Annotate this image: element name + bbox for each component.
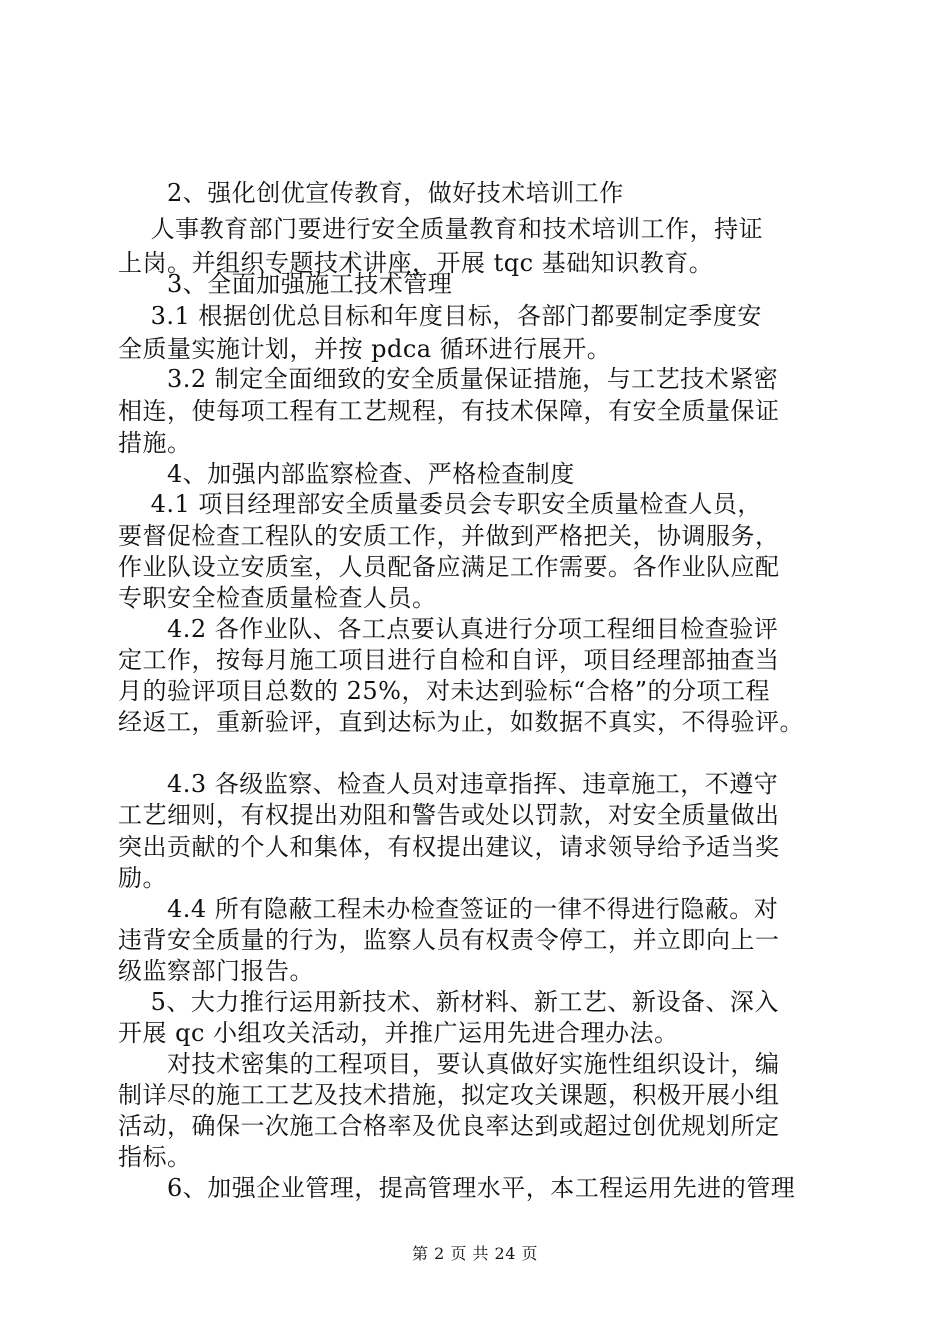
text-line: 工艺细则，有权提出劝阻和警告或处以罚款，对安全质量做出 bbox=[118, 801, 780, 829]
text-line: 人事教育部门要进行安全质量教育和技术培训工作，持证 bbox=[118, 215, 764, 243]
text-line: 要督促检查工程队的安质工作，并做到严格把关，协调服务， bbox=[118, 522, 780, 550]
text-line: 制详尽的施工工艺及技术措施，拟定攻关课题，积极开展小组 bbox=[118, 1081, 780, 1109]
text-line: 对技术密集的工程项目，要认真做好实施性组织设计，编 bbox=[118, 1050, 780, 1078]
text-line: 级监察部门报告。 bbox=[118, 957, 314, 985]
text-line: 4、加强内部监察检查、严格检查制度 bbox=[118, 460, 575, 488]
text-line: 突出贡献的个人和集体，有权提出建议，请求领导给予适当奖 bbox=[118, 833, 780, 861]
text-line: 3.2 制定全面细致的安全质量保证措施，与工艺技术紧密 bbox=[118, 365, 779, 393]
text-line: 定工作，按每月施工项目进行自检和自评，项目经理部抽查当 bbox=[118, 646, 780, 674]
text-line: 专职安全检查质量检查人员。 bbox=[118, 584, 437, 612]
text-line: 5、大力推行运用新技术、新材料、新工艺、新设备、深入 bbox=[118, 988, 779, 1016]
text-line: 上岗。并组织专题技术讲座，开展 tqc 基础知识教育。 bbox=[118, 249, 714, 277]
text-line: 6、加强企业管理，提高管理水平，本工程运用先进的管理 bbox=[118, 1174, 796, 1202]
text-line: 活动，确保一次施工合格率及优良率达到或超过创优规划所定 bbox=[118, 1112, 780, 1140]
text-line: 4.2 各作业队、各工点要认真进行分项工程细目检查验评 bbox=[118, 615, 779, 643]
text-line: 4.3 各级监察、检查人员对违章指挥、违章施工，不遵守 bbox=[118, 770, 779, 798]
text-line: 作业队设立安质室，人员配备应满足工作需要。各作业队应配 bbox=[118, 553, 780, 581]
text-line: 经返工，重新验评，直到达标为止，如数据不真实，不得验评。 bbox=[118, 708, 804, 736]
text-line: 相连，使每项工程有工艺规程，有技术保障，有安全质量保证 bbox=[118, 397, 780, 425]
text-line: 4.1 项目经理部安全质量委员会专职安全质量检查人员， bbox=[118, 490, 762, 518]
text-line: 4.4 所有隐蔽工程未办检查签证的一律不得进行隐蔽。对 bbox=[118, 895, 779, 923]
text-line: 月的验评项目总数的 25%，对未达到验标“合格”的分项工程 bbox=[118, 677, 771, 705]
page-number-footer: 第 2 页 共 24 页 bbox=[412, 1244, 538, 1263]
text-line: 励。 bbox=[118, 864, 167, 892]
text-line: 2、强化创优宣传教育，做好技术培训工作 bbox=[118, 179, 624, 207]
text-line: 开展 qc 小组攻关活动，并推广运用先进合理办法。 bbox=[118, 1019, 679, 1047]
text-line: 指标。 bbox=[118, 1143, 192, 1171]
text-line: 措施。 bbox=[118, 429, 192, 457]
text-line: 3.1 根据创优总目标和年度目标，各部门都要制定季度安 bbox=[118, 302, 762, 330]
text-line: 3、全面加强施工技术管理 bbox=[118, 270, 453, 298]
text-line: 全质量实施计划，并按 pdca 循环进行展开。 bbox=[118, 335, 612, 363]
text-line: 违背安全质量的行为，监察人员有权责令停工，并立即向上一 bbox=[118, 926, 780, 954]
